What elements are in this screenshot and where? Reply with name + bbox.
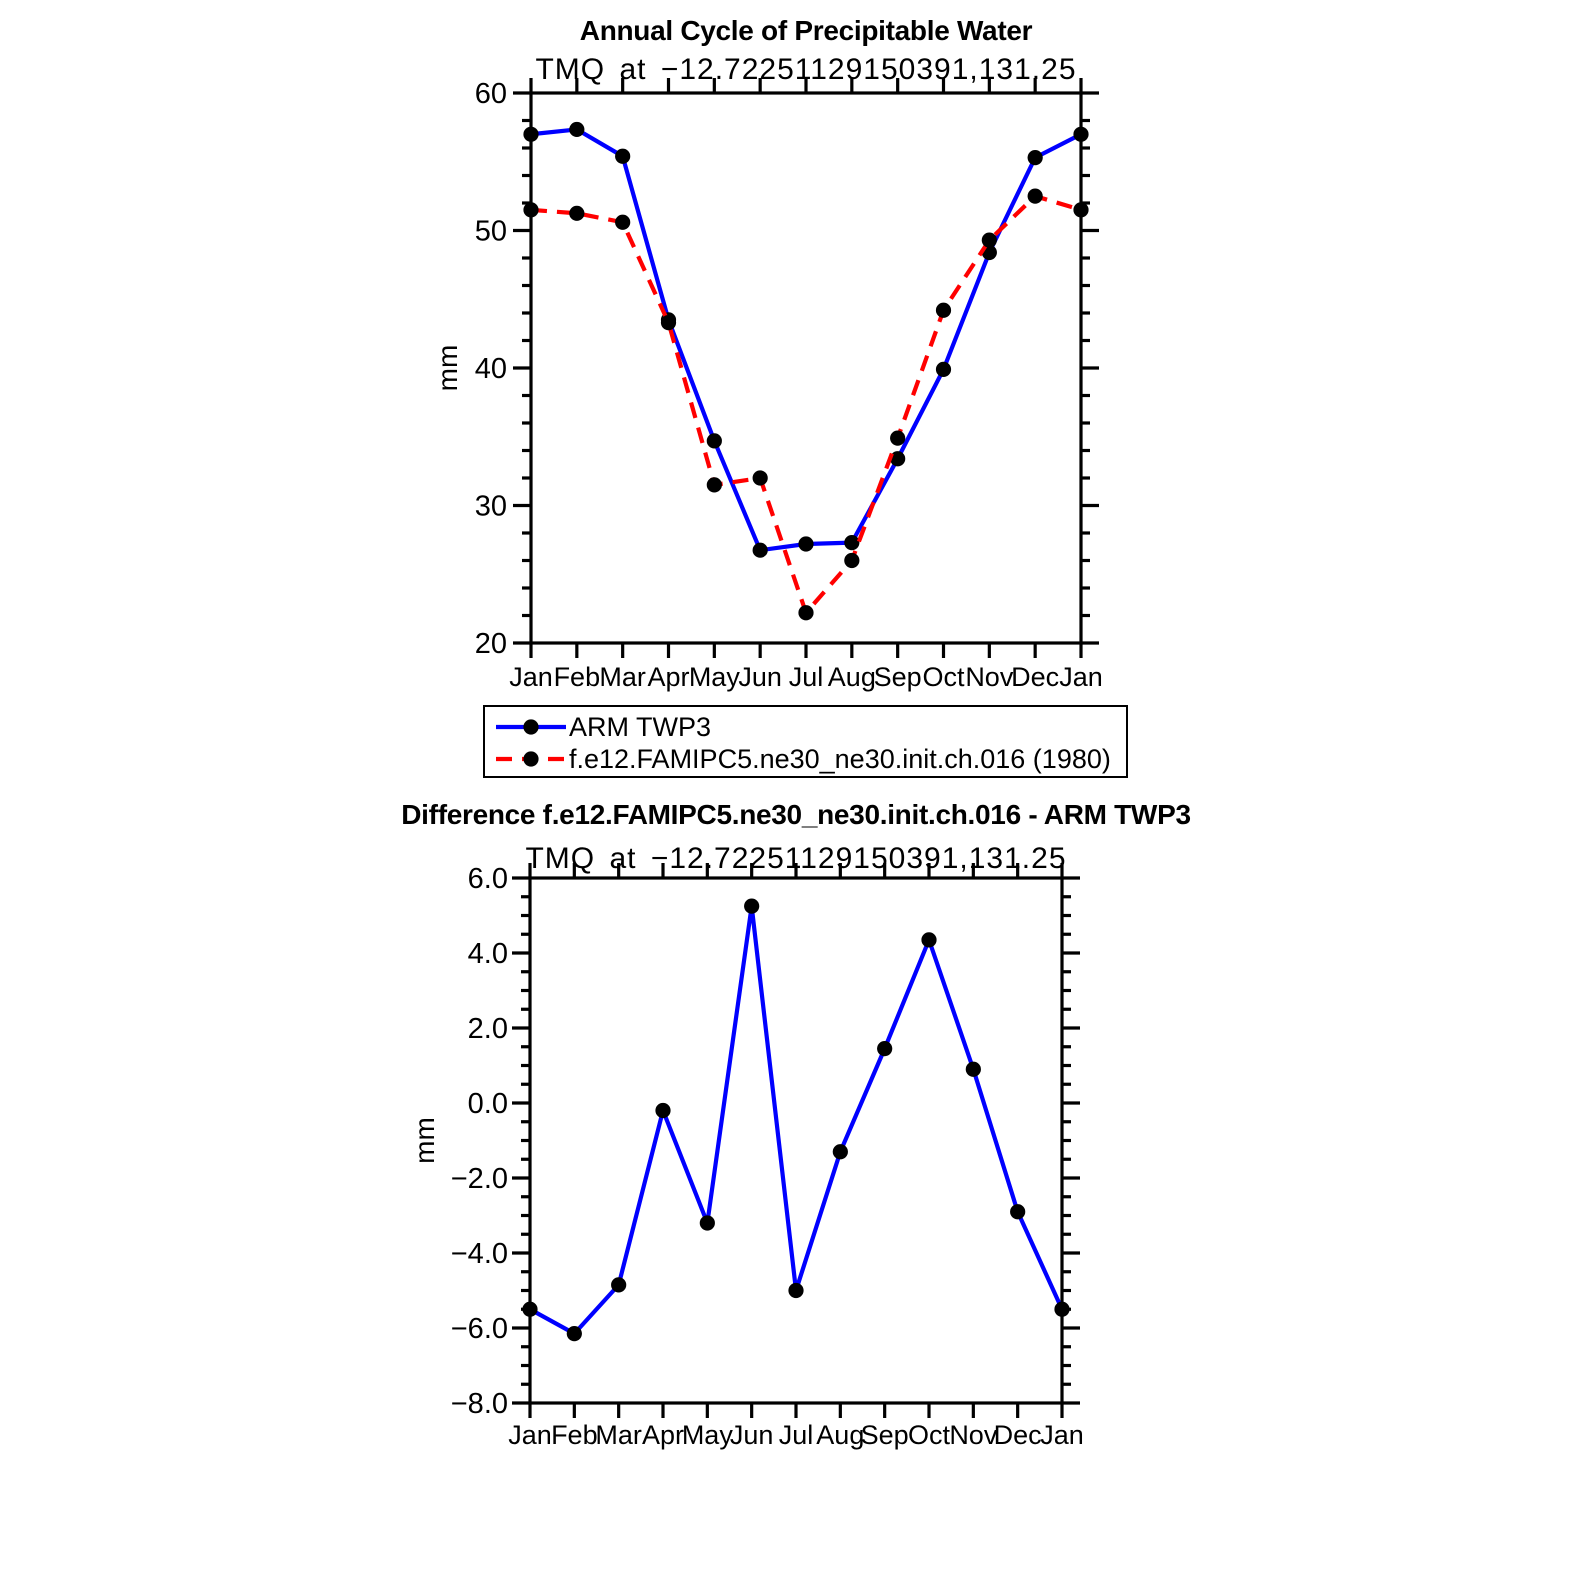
data-point-arm-twp3 — [753, 543, 768, 558]
x-tick-label: Jan — [1059, 662, 1103, 692]
data-point-f-e12-famipc5-ne30-ne30-init-ch-016-1980 — [753, 470, 768, 485]
x-tick-label: Jan — [508, 1420, 552, 1450]
data-point-difference — [921, 932, 936, 947]
x-tick-label: Jan — [1040, 1420, 1084, 1450]
y-tick-label: 30 — [474, 490, 507, 523]
data-point-difference — [1010, 1204, 1025, 1219]
legend-marker — [523, 751, 538, 766]
data-point-difference — [567, 1326, 582, 1341]
y-tick-label: −8.0 — [450, 1388, 508, 1420]
x-tick-label: Aug — [816, 1420, 865, 1450]
y-tick-label: 20 — [474, 628, 507, 660]
x-tick-label: Mar — [595, 1420, 642, 1450]
data-point-arm-twp3 — [615, 149, 630, 164]
data-point-f-e12-famipc5-ne30-ne30-init-ch-016-1980 — [523, 202, 538, 217]
y-tick-label: 4.0 — [467, 938, 508, 970]
x-tick-label: May — [681, 1420, 733, 1450]
x-tick-label: Jun — [729, 1420, 774, 1450]
data-point-f-e12-famipc5-ne30-ne30-init-ch-016-1980 — [661, 315, 676, 330]
data-point-f-e12-famipc5-ne30-ne30-init-ch-016-1980 — [615, 215, 630, 230]
data-point-arm-twp3 — [1028, 150, 1043, 165]
data-point-f-e12-famipc5-ne30-ne30-init-ch-016-1980 — [1073, 202, 1088, 217]
annual-cycle-chart — [432, 15, 1103, 692]
x-tick-label: Dec — [993, 1420, 1042, 1450]
data-point-arm-twp3 — [844, 535, 859, 550]
data-point-difference — [788, 1283, 803, 1298]
data-point-arm-twp3 — [707, 433, 722, 448]
data-point-difference — [966, 1062, 981, 1077]
data-point-f-e12-famipc5-ne30-ne30-init-ch-016-1980 — [982, 233, 997, 248]
x-tick-label: Jul — [778, 1420, 814, 1450]
y-tick-label: 0.0 — [467, 1088, 508, 1120]
data-point-arm-twp3 — [936, 362, 951, 377]
legend-entry-f-e12-famipc5-ne30-ne30-init-ch-016-1980 — [496, 744, 1111, 774]
data-point-difference — [655, 1103, 670, 1118]
x-tick-label: Feb — [551, 1420, 598, 1450]
x-tick-label: Nov — [965, 662, 1014, 692]
data-point-difference — [1054, 1302, 1069, 1317]
y-tick-label: 6.0 — [467, 863, 508, 895]
x-tick-label: Mar — [599, 662, 646, 692]
x-tick-label: Oct — [907, 1420, 951, 1450]
data-point-f-e12-famipc5-ne30-ne30-init-ch-016-1980 — [890, 431, 905, 446]
x-tick-label: Apr — [647, 662, 690, 692]
data-point-f-e12-famipc5-ne30-ne30-init-ch-016-1980 — [1028, 189, 1043, 204]
y-tick-label: 60 — [474, 78, 507, 110]
data-point-arm-twp3 — [523, 127, 538, 142]
data-point-f-e12-famipc5-ne30-ne30-init-ch-016-1980 — [707, 477, 722, 492]
y-tick-label: −2.0 — [450, 1163, 508, 1195]
legend-marker — [523, 719, 538, 734]
plot-border — [531, 93, 1081, 643]
y-tick-label: 40 — [474, 353, 507, 385]
legend-label: f.e12.FAMIPC5.ne30_ne30.init.ch.016 (1980) — [569, 744, 1111, 774]
data-point-difference — [877, 1041, 892, 1056]
x-tick-label: Jul — [788, 662, 824, 692]
data-point-f-e12-famipc5-ne30-ne30-init-ch-016-1980 — [936, 303, 951, 318]
data-point-arm-twp3 — [569, 122, 584, 137]
x-tick-label: Jan — [509, 662, 553, 692]
series-line-difference — [530, 906, 1062, 1334]
chart-subtitle: TMQ at −12.72251129150391,131.25 — [535, 53, 1077, 86]
x-tick-label: Sep — [873, 662, 922, 692]
data-point-arm-twp3 — [798, 536, 813, 551]
x-tick-label: Dec — [1011, 662, 1060, 692]
x-tick-label: Nov — [949, 1420, 998, 1450]
legend-label: ARM TWP3 — [569, 712, 712, 742]
data-point-arm-twp3 — [1073, 127, 1088, 142]
series-line-arm-twp3 — [531, 129, 1081, 550]
x-tick-label: Sep — [860, 1420, 909, 1450]
x-tick-label: Jun — [738, 662, 782, 692]
data-point-arm-twp3 — [890, 451, 905, 466]
data-point-f-e12-famipc5-ne30-ne30-init-ch-016-1980 — [844, 553, 859, 568]
x-tick-label: May — [688, 662, 740, 692]
data-point-difference — [522, 1302, 537, 1317]
data-point-f-e12-famipc5-ne30-ne30-init-ch-016-1980 — [798, 605, 813, 620]
y-tick-label: −6.0 — [450, 1313, 508, 1345]
legend — [484, 706, 1127, 777]
x-tick-label: Aug — [827, 662, 876, 692]
y-tick-label: 2.0 — [467, 1013, 508, 1045]
data-point-f-e12-famipc5-ne30-ne30-init-ch-016-1980 — [569, 206, 584, 221]
plot-border — [530, 878, 1062, 1403]
chart-title: Annual Cycle of Precipitable Water — [579, 15, 1033, 46]
y-tick-label: 50 — [474, 215, 507, 248]
data-point-difference — [833, 1144, 848, 1159]
difference-chart — [401, 799, 1190, 1450]
y-tick-label: −4.0 — [450, 1238, 508, 1270]
chart-title: Difference f.e12.FAMIPC5.ne30_ne30.init.ch.016 - ARM TWP3 — [401, 799, 1191, 830]
data-point-difference — [744, 899, 759, 914]
x-tick-label: Oct — [922, 662, 965, 692]
x-tick-label: Feb — [553, 662, 601, 692]
data-point-difference — [700, 1215, 715, 1230]
x-tick-label: Apr — [641, 1420, 685, 1450]
chart-subtitle: TMQ at −12.72251129150391,131.25 — [525, 842, 1067, 875]
y-axis-title: mm — [432, 344, 463, 392]
data-point-difference — [611, 1277, 626, 1292]
y-axis-title: mm — [409, 1117, 440, 1164]
